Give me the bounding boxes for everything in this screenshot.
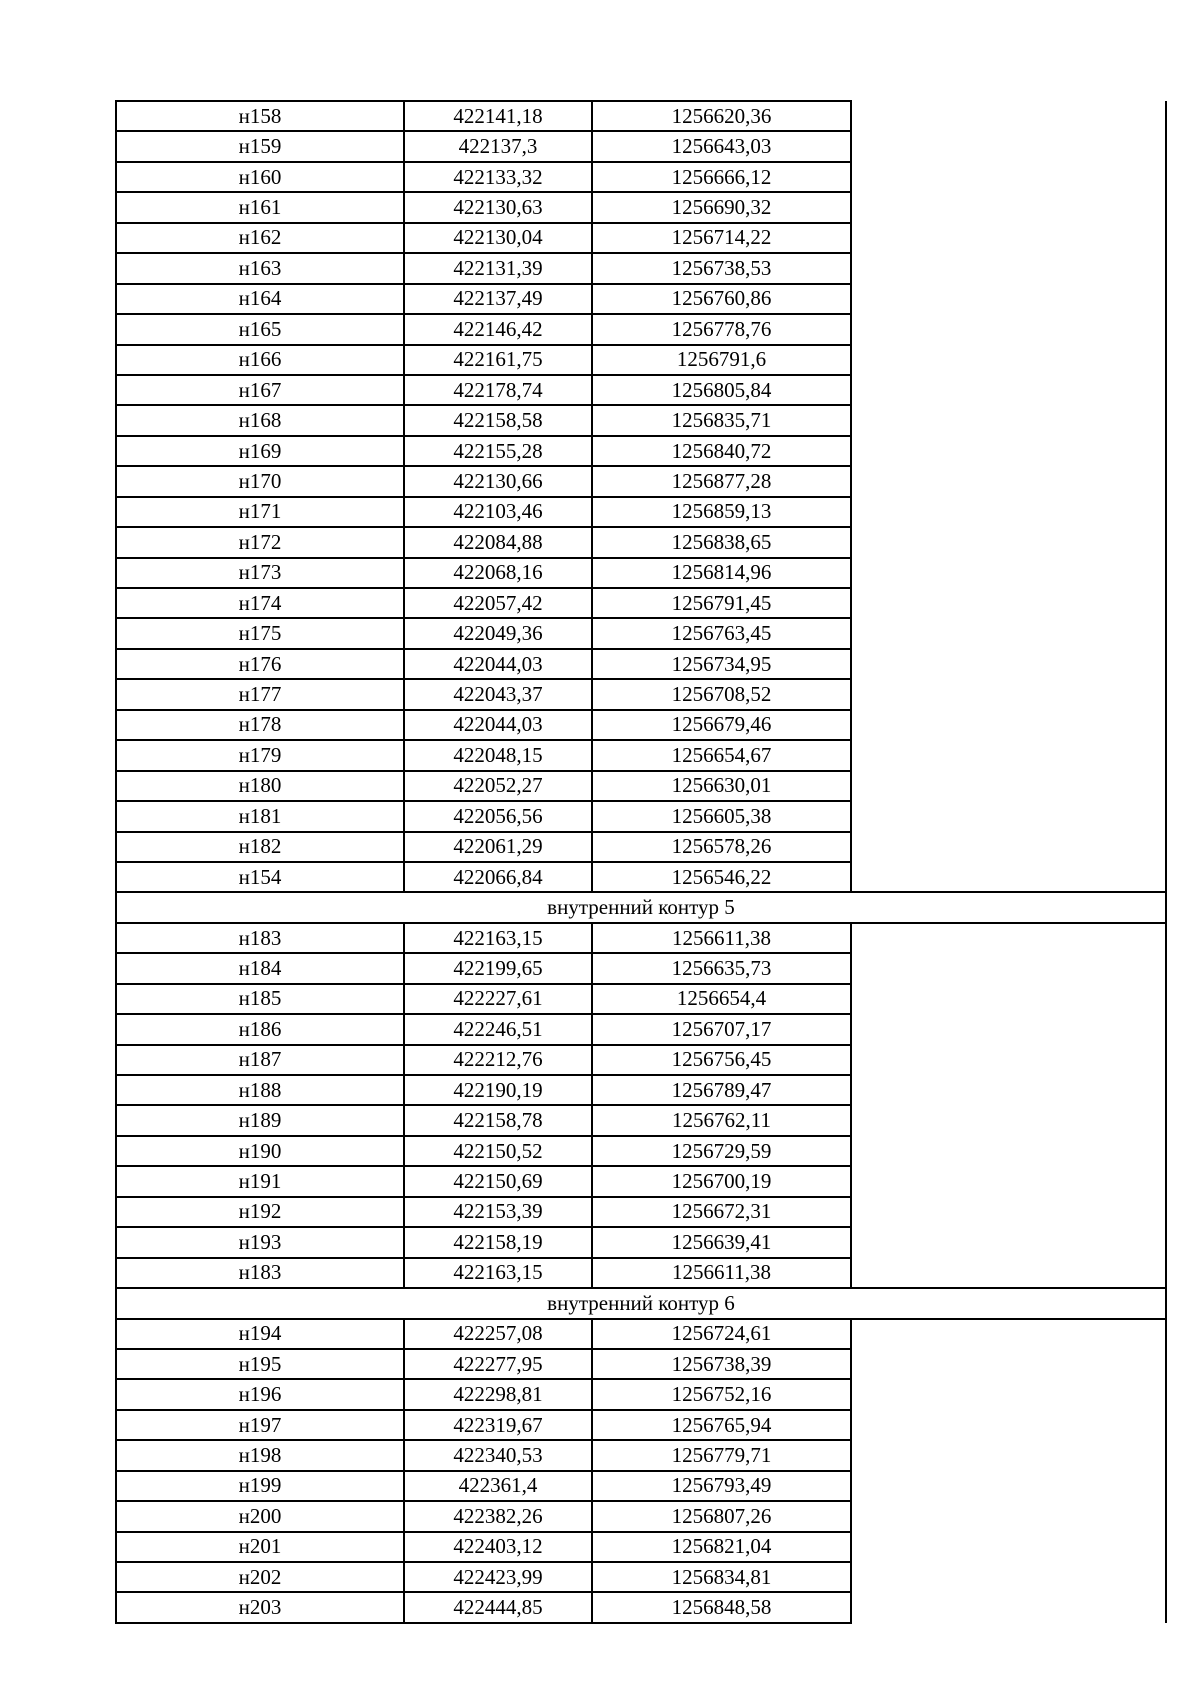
point-name-cell: н154 [116, 862, 404, 892]
y-coordinate-cell: 1256611,38 [592, 1258, 851, 1288]
point-name-cell: н201 [116, 1532, 404, 1562]
section-header-row [116, 892, 1166, 922]
y-coordinate-cell: 1256834,81 [592, 1562, 851, 1592]
point-name-cell: н189 [116, 1105, 404, 1135]
coordinates-table [115, 100, 1167, 1624]
point-name-cell: н168 [116, 405, 404, 435]
point-name-cell: н161 [116, 192, 404, 222]
point-name-cell: н174 [116, 588, 404, 618]
y-coordinate-cell: 1256752,16 [592, 1379, 851, 1409]
point-name-cell: н184 [116, 953, 404, 983]
point-name-cell: н194 [116, 1319, 404, 1349]
x-coordinate-cell: 422178,74 [404, 375, 592, 405]
x-coordinate-cell: 422212,76 [404, 1045, 592, 1075]
point-name-cell: н163 [116, 253, 404, 283]
y-coordinate-cell: 1256789,47 [592, 1075, 851, 1105]
y-coordinate-cell: 1256821,04 [592, 1532, 851, 1562]
point-name-cell: н180 [116, 771, 404, 801]
point-name-cell: н191 [116, 1166, 404, 1196]
y-coordinate-cell: 1256791,45 [592, 588, 851, 618]
y-coordinate-cell: 1256738,53 [592, 253, 851, 283]
point-name-cell: н171 [116, 497, 404, 527]
table-row [116, 923, 1166, 953]
y-coordinate-cell: 1256793,49 [592, 1471, 851, 1501]
point-name-cell: н162 [116, 223, 404, 253]
empty-cell [851, 1319, 1166, 1623]
point-name-cell: н190 [116, 1136, 404, 1166]
y-coordinate-cell: 1256738,39 [592, 1349, 851, 1379]
x-coordinate-cell: 422137,49 [404, 284, 592, 314]
y-coordinate-cell: 1256630,01 [592, 771, 851, 801]
point-name-cell: н172 [116, 527, 404, 557]
point-name-cell: н169 [116, 436, 404, 466]
x-coordinate-cell: 422044,03 [404, 710, 592, 740]
x-coordinate-cell: 422052,27 [404, 771, 592, 801]
y-coordinate-cell: 1256734,95 [592, 649, 851, 679]
point-name-cell: н179 [116, 740, 404, 770]
y-coordinate-cell: 1256708,52 [592, 679, 851, 709]
x-coordinate-cell: 422158,78 [404, 1105, 592, 1135]
x-coordinate-cell: 422043,37 [404, 679, 592, 709]
x-coordinate-cell: 422257,08 [404, 1319, 592, 1349]
y-coordinate-cell: 1256840,72 [592, 436, 851, 466]
table-row [116, 101, 1166, 131]
x-coordinate-cell: 422048,15 [404, 740, 592, 770]
empty-cell [851, 101, 1166, 892]
y-coordinate-cell: 1256611,38 [592, 923, 851, 953]
y-coordinate-cell: 1256635,73 [592, 953, 851, 983]
point-name-cell: н197 [116, 1410, 404, 1440]
x-coordinate-cell: 422403,12 [404, 1532, 592, 1562]
y-coordinate-cell: 1256707,17 [592, 1014, 851, 1044]
y-coordinate-cell: 1256643,03 [592, 131, 851, 161]
point-name-cell: н178 [116, 710, 404, 740]
point-name-cell: н199 [116, 1471, 404, 1501]
section-header-row [116, 1288, 1166, 1318]
point-name-cell: н176 [116, 649, 404, 679]
y-coordinate-cell: 1256666,12 [592, 162, 851, 192]
x-coordinate-cell: 422146,42 [404, 314, 592, 344]
x-coordinate-cell: 422155,28 [404, 436, 592, 466]
x-coordinate-cell: 422066,84 [404, 862, 592, 892]
point-name-cell: н158 [116, 101, 404, 131]
point-name-cell: н203 [116, 1592, 404, 1622]
y-coordinate-cell: 1256714,22 [592, 223, 851, 253]
point-name-cell: н202 [116, 1562, 404, 1592]
point-name-cell: н175 [116, 618, 404, 648]
y-coordinate-cell: 1256639,41 [592, 1227, 851, 1257]
point-name-cell: н198 [116, 1440, 404, 1470]
x-coordinate-cell: 422277,95 [404, 1349, 592, 1379]
point-name-cell: н167 [116, 375, 404, 405]
point-name-cell: н181 [116, 801, 404, 831]
y-coordinate-cell: 1256877,28 [592, 466, 851, 496]
x-coordinate-cell: 422056,56 [404, 801, 592, 831]
y-coordinate-cell: 1256620,36 [592, 101, 851, 131]
y-coordinate-cell: 1256835,71 [592, 405, 851, 435]
x-coordinate-cell: 422298,81 [404, 1379, 592, 1409]
x-coordinate-cell: 422190,19 [404, 1075, 592, 1105]
x-coordinate-cell: 422246,51 [404, 1014, 592, 1044]
y-coordinate-cell: 1256763,45 [592, 618, 851, 648]
y-coordinate-cell: 1256690,32 [592, 192, 851, 222]
point-name-cell: н165 [116, 314, 404, 344]
x-coordinate-cell: 422382,26 [404, 1501, 592, 1531]
point-name-cell: н177 [116, 679, 404, 709]
point-name-cell: н173 [116, 558, 404, 588]
point-name-cell: н166 [116, 345, 404, 375]
point-name-cell: н182 [116, 832, 404, 862]
coordinates-table-body [116, 101, 1166, 1623]
empty-cell [851, 923, 1166, 1288]
x-coordinate-cell: 422061,29 [404, 832, 592, 862]
x-coordinate-cell: 422049,36 [404, 618, 592, 648]
x-coordinate-cell: 422227,61 [404, 984, 592, 1014]
x-coordinate-cell: 422319,67 [404, 1410, 592, 1440]
point-name-cell: н192 [116, 1197, 404, 1227]
x-coordinate-cell: 422141,18 [404, 101, 592, 131]
point-name-cell: н183 [116, 923, 404, 953]
x-coordinate-cell: 422444,85 [404, 1592, 592, 1622]
point-name-cell: н164 [116, 284, 404, 314]
point-name-cell: н183 [116, 1258, 404, 1288]
point-name-cell: н193 [116, 1227, 404, 1257]
y-coordinate-cell: 1256805,84 [592, 375, 851, 405]
x-coordinate-cell: 422103,46 [404, 497, 592, 527]
y-coordinate-cell: 1256779,71 [592, 1440, 851, 1470]
x-coordinate-cell: 422163,15 [404, 923, 592, 953]
y-coordinate-cell: 1256848,58 [592, 1592, 851, 1622]
x-coordinate-cell: 422130,66 [404, 466, 592, 496]
y-coordinate-cell: 1256807,26 [592, 1501, 851, 1531]
x-coordinate-cell: 422150,69 [404, 1166, 592, 1196]
y-coordinate-cell: 1256654,67 [592, 740, 851, 770]
x-coordinate-cell: 422150,52 [404, 1136, 592, 1166]
y-coordinate-cell: 1256729,59 [592, 1136, 851, 1166]
point-name-cell: н200 [116, 1501, 404, 1531]
x-coordinate-cell: 422130,63 [404, 192, 592, 222]
point-name-cell: н159 [116, 131, 404, 161]
point-name-cell: н188 [116, 1075, 404, 1105]
section-header: внутренний контур 6 [116, 1288, 1166, 1318]
y-coordinate-cell: 1256778,76 [592, 314, 851, 344]
y-coordinate-cell: 1256724,61 [592, 1319, 851, 1349]
y-coordinate-cell: 1256654,4 [592, 984, 851, 1014]
point-name-cell: н186 [116, 1014, 404, 1044]
x-coordinate-cell: 422340,53 [404, 1440, 592, 1470]
x-coordinate-cell: 422161,75 [404, 345, 592, 375]
y-coordinate-cell: 1256762,11 [592, 1105, 851, 1135]
point-name-cell: н187 [116, 1045, 404, 1075]
table-row [116, 1319, 1166, 1349]
x-coordinate-cell: 422163,15 [404, 1258, 592, 1288]
y-coordinate-cell: 1256578,26 [592, 832, 851, 862]
x-coordinate-cell: 422361,4 [404, 1471, 592, 1501]
point-name-cell: н195 [116, 1349, 404, 1379]
x-coordinate-cell: 422044,03 [404, 649, 592, 679]
point-name-cell: н185 [116, 984, 404, 1014]
x-coordinate-cell: 422068,16 [404, 558, 592, 588]
y-coordinate-cell: 1256838,65 [592, 527, 851, 557]
y-coordinate-cell: 1256672,31 [592, 1197, 851, 1227]
y-coordinate-cell: 1256605,38 [592, 801, 851, 831]
section-header: внутренний контур 5 [116, 892, 1166, 922]
x-coordinate-cell: 422158,19 [404, 1227, 592, 1257]
x-coordinate-cell: 422199,65 [404, 953, 592, 983]
point-name-cell: н170 [116, 466, 404, 496]
y-coordinate-cell: 1256756,45 [592, 1045, 851, 1075]
x-coordinate-cell: 422137,3 [404, 131, 592, 161]
x-coordinate-cell: 422133,32 [404, 162, 592, 192]
point-name-cell: н196 [116, 1379, 404, 1409]
y-coordinate-cell: 1256765,94 [592, 1410, 851, 1440]
y-coordinate-cell: 1256679,46 [592, 710, 851, 740]
y-coordinate-cell: 1256760,86 [592, 284, 851, 314]
x-coordinate-cell: 422158,58 [404, 405, 592, 435]
y-coordinate-cell: 1256859,13 [592, 497, 851, 527]
x-coordinate-cell: 422057,42 [404, 588, 592, 618]
x-coordinate-cell: 422131,39 [404, 253, 592, 283]
y-coordinate-cell: 1256814,96 [592, 558, 851, 588]
y-coordinate-cell: 1256700,19 [592, 1166, 851, 1196]
y-coordinate-cell: 1256546,22 [592, 862, 851, 892]
x-coordinate-cell: 422084,88 [404, 527, 592, 557]
point-name-cell: н160 [116, 162, 404, 192]
y-coordinate-cell: 1256791,6 [592, 345, 851, 375]
x-coordinate-cell: 422153,39 [404, 1197, 592, 1227]
x-coordinate-cell: 422423,99 [404, 1562, 592, 1592]
x-coordinate-cell: 422130,04 [404, 223, 592, 253]
